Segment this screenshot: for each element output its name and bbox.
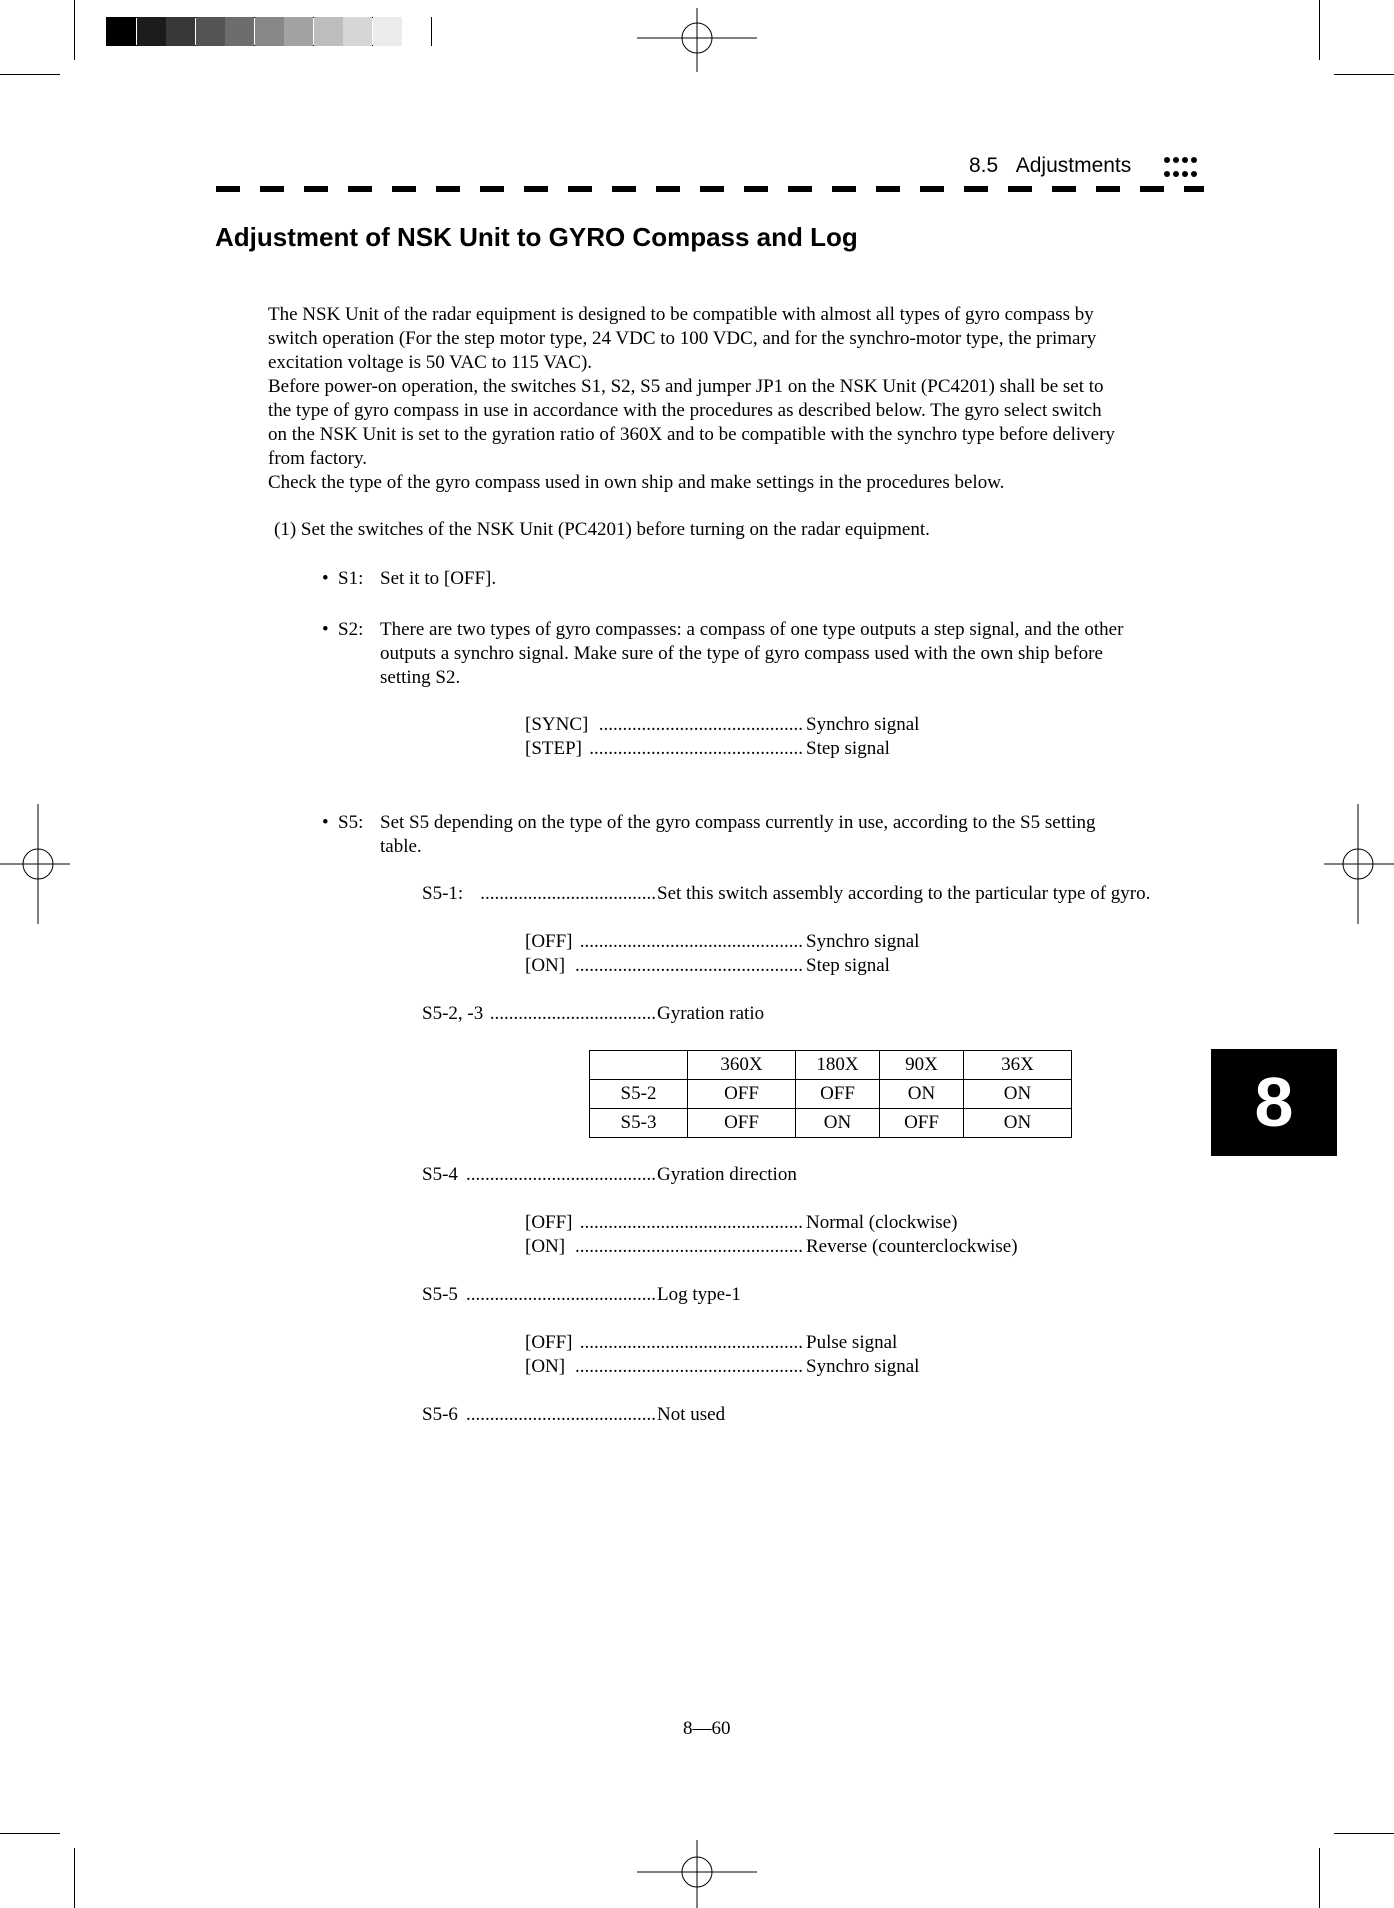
s5-4-value: Gyration direction [657,1164,797,1185]
s1-label: S1: [338,568,364,589]
gray-swatch [225,17,254,46]
table-row [590,1109,1072,1138]
s2-option-value: Step signal [806,738,890,759]
gray-swatch [314,17,343,46]
s5-line: table. [380,836,422,857]
page-number: 8—60 [683,1718,731,1739]
s2-label: S2: [338,619,364,640]
table-cell: S5-3 [590,1109,688,1138]
s2-option-key: [STEP] [525,738,582,759]
table-header-cell: 36X [964,1051,1072,1080]
header-dots-icon [1163,155,1201,181]
page-title: Adjustment of NSK Unit to GYRO Compass and Log [215,222,858,252]
gray-swatch [137,17,166,46]
s5-1-key: S5-1: [422,883,464,904]
leader-dots: ............................................... [579,931,803,952]
table-cell: OFF [880,1109,964,1138]
s5-1-option-value: Step signal [806,955,890,976]
leader-dots: ............................................. [589,738,803,759]
gray-swatch [402,17,431,46]
leader-dots: ............................................... [579,1212,803,1233]
table-header-cell: 360X [688,1051,796,1080]
s5-5-option-value: Synchro signal [806,1356,920,1377]
s5-23-value: Gyration ratio [657,1003,765,1024]
s5-4-option-value: Normal (clockwise) [806,1212,958,1233]
table-cell: OFF [688,1109,796,1138]
leader-dots: ..................................... [480,883,656,904]
gray-swatch [166,17,195,46]
registration-mark-left [0,804,70,924]
header-dashed-rule [216,185,1204,193]
s2-option-value: Synchro signal [806,714,920,735]
s5-6-value: Not used [657,1404,726,1425]
s5-5-value: Log type-1 [657,1284,741,1305]
table-cell: ON [964,1109,1072,1138]
leader-dots: ................................................ [575,1236,803,1257]
registration-mark-bottom [637,1840,757,1908]
intro-line: on the NSK Unit is set to the gyration ratio of 360X and to be compatible with the synchro type before delivery [268,424,1115,445]
s5-6-key: S5-6 [422,1404,458,1425]
s1-text: Set it to [OFF]. [380,568,497,589]
s5-text [380,811,1096,859]
s5-5-option-key: [ON] [525,1356,566,1377]
table-cell: ON [796,1109,880,1138]
intro-line: Before power-on operation, the switches S1, S2, S5 and jumper JP1 on the NSK Unit (PC4201) shall be set to [268,376,1104,397]
table-cell: OFF [796,1080,880,1109]
leader-dots: ........................................ [466,1284,656,1305]
table-cell: OFF [688,1080,796,1109]
s2-line: There are two types of gyro compasses: a compass of one type outputs a step signal, and the other [380,619,1124,640]
s5-4-key: S5-4 [422,1164,458,1185]
table-cell: S5-2 [590,1080,688,1109]
registration-mark-top [637,8,757,72]
section-title: Adjustments [1015,154,1132,177]
s2-line: outputs a synchro signal. Make sure of the type of gyro compass used with the own ship before [380,643,1103,664]
s5-4-option-key: [OFF] [525,1212,573,1233]
s5-bullet: • [322,812,329,833]
step-1: (1) Set the switches of the NSK Unit (PC4201) before turning on the radar equipment. [274,519,930,540]
leader-dots: ........................................... [598,714,803,735]
leader-dots: ........................................ [466,1404,656,1425]
s5-23-key: S5-2, -3 [422,1003,484,1024]
s5-1-option-key: [OFF] [525,931,573,952]
intro-line: The NSK Unit of the radar equipment is designed to be compatible with almost all types of gyro compass by [268,304,1094,325]
gray-swatch [343,17,372,46]
s5-1-option-value: Synchro signal [806,931,920,952]
intro-paragraph [268,303,1115,495]
chapter-tab: 8 [1211,1049,1337,1156]
gray-swatch [196,17,225,46]
table-cell: ON [880,1080,964,1109]
s5-4-option-key: [ON] [525,1236,566,1257]
s1-bullet: • [322,568,329,589]
leader-dots: ................................................ [575,955,803,976]
registration-mark-right [1324,804,1394,924]
intro-line: switch operation (For the step motor type, 24 VDC to 100 VDC, and for the synchro-motor type, the primary [268,328,1097,349]
gray-swatch [373,17,402,46]
table-cell: ON [964,1080,1072,1109]
s5-5-option-value: Pulse signal [806,1332,898,1353]
gray-swatch [284,17,313,46]
leader-dots: ............................................... [579,1332,803,1353]
running-header [969,154,1131,178]
s2-option-key: [SYNC] [525,714,589,735]
gyration-ratio-table [589,1050,1072,1138]
intro-line: excitation voltage is 50 VAC to 115 VAC). [268,352,593,373]
table-header-row [590,1051,1072,1080]
s5-label: S5: [338,812,364,833]
s2-bullet: • [322,619,329,640]
table-header-cell: 90X [880,1051,964,1080]
table-row [590,1080,1072,1109]
s5-1-value: Set this switch assembly according to the particular type of gyro. [657,883,1151,904]
leader-dots: ................................... [489,1003,656,1024]
s2-line: setting S2. [380,667,461,688]
table-header-cell: 180X [796,1051,880,1080]
intro-line: Check the type of the gyro compass used in own ship and make settings in the procedures below. [268,472,1005,493]
s5-5-key: S5-5 [422,1284,458,1305]
leader-dots: ........................................ [466,1164,656,1185]
s2-text [380,618,1123,690]
s5-5-option-key: [OFF] [525,1332,573,1353]
intro-line: the type of gyro compass in use in accordance with the procedures as described below. The gyro select switch [268,400,1102,421]
section-number: 8.5 [969,154,999,177]
s5-1-option-key: [ON] [525,955,566,976]
s5-4-option-value: Reverse (counterclockwise) [806,1236,1018,1257]
table-header-cell [590,1051,688,1080]
gray-swatch [107,17,136,46]
leader-dots: ................................................ [575,1356,803,1377]
intro-line: from factory. [268,448,367,469]
s5-line: Set S5 depending on the type of the gyro compass currently in use, according to the S5 setting [380,812,1096,833]
gray-swatch [255,17,284,46]
